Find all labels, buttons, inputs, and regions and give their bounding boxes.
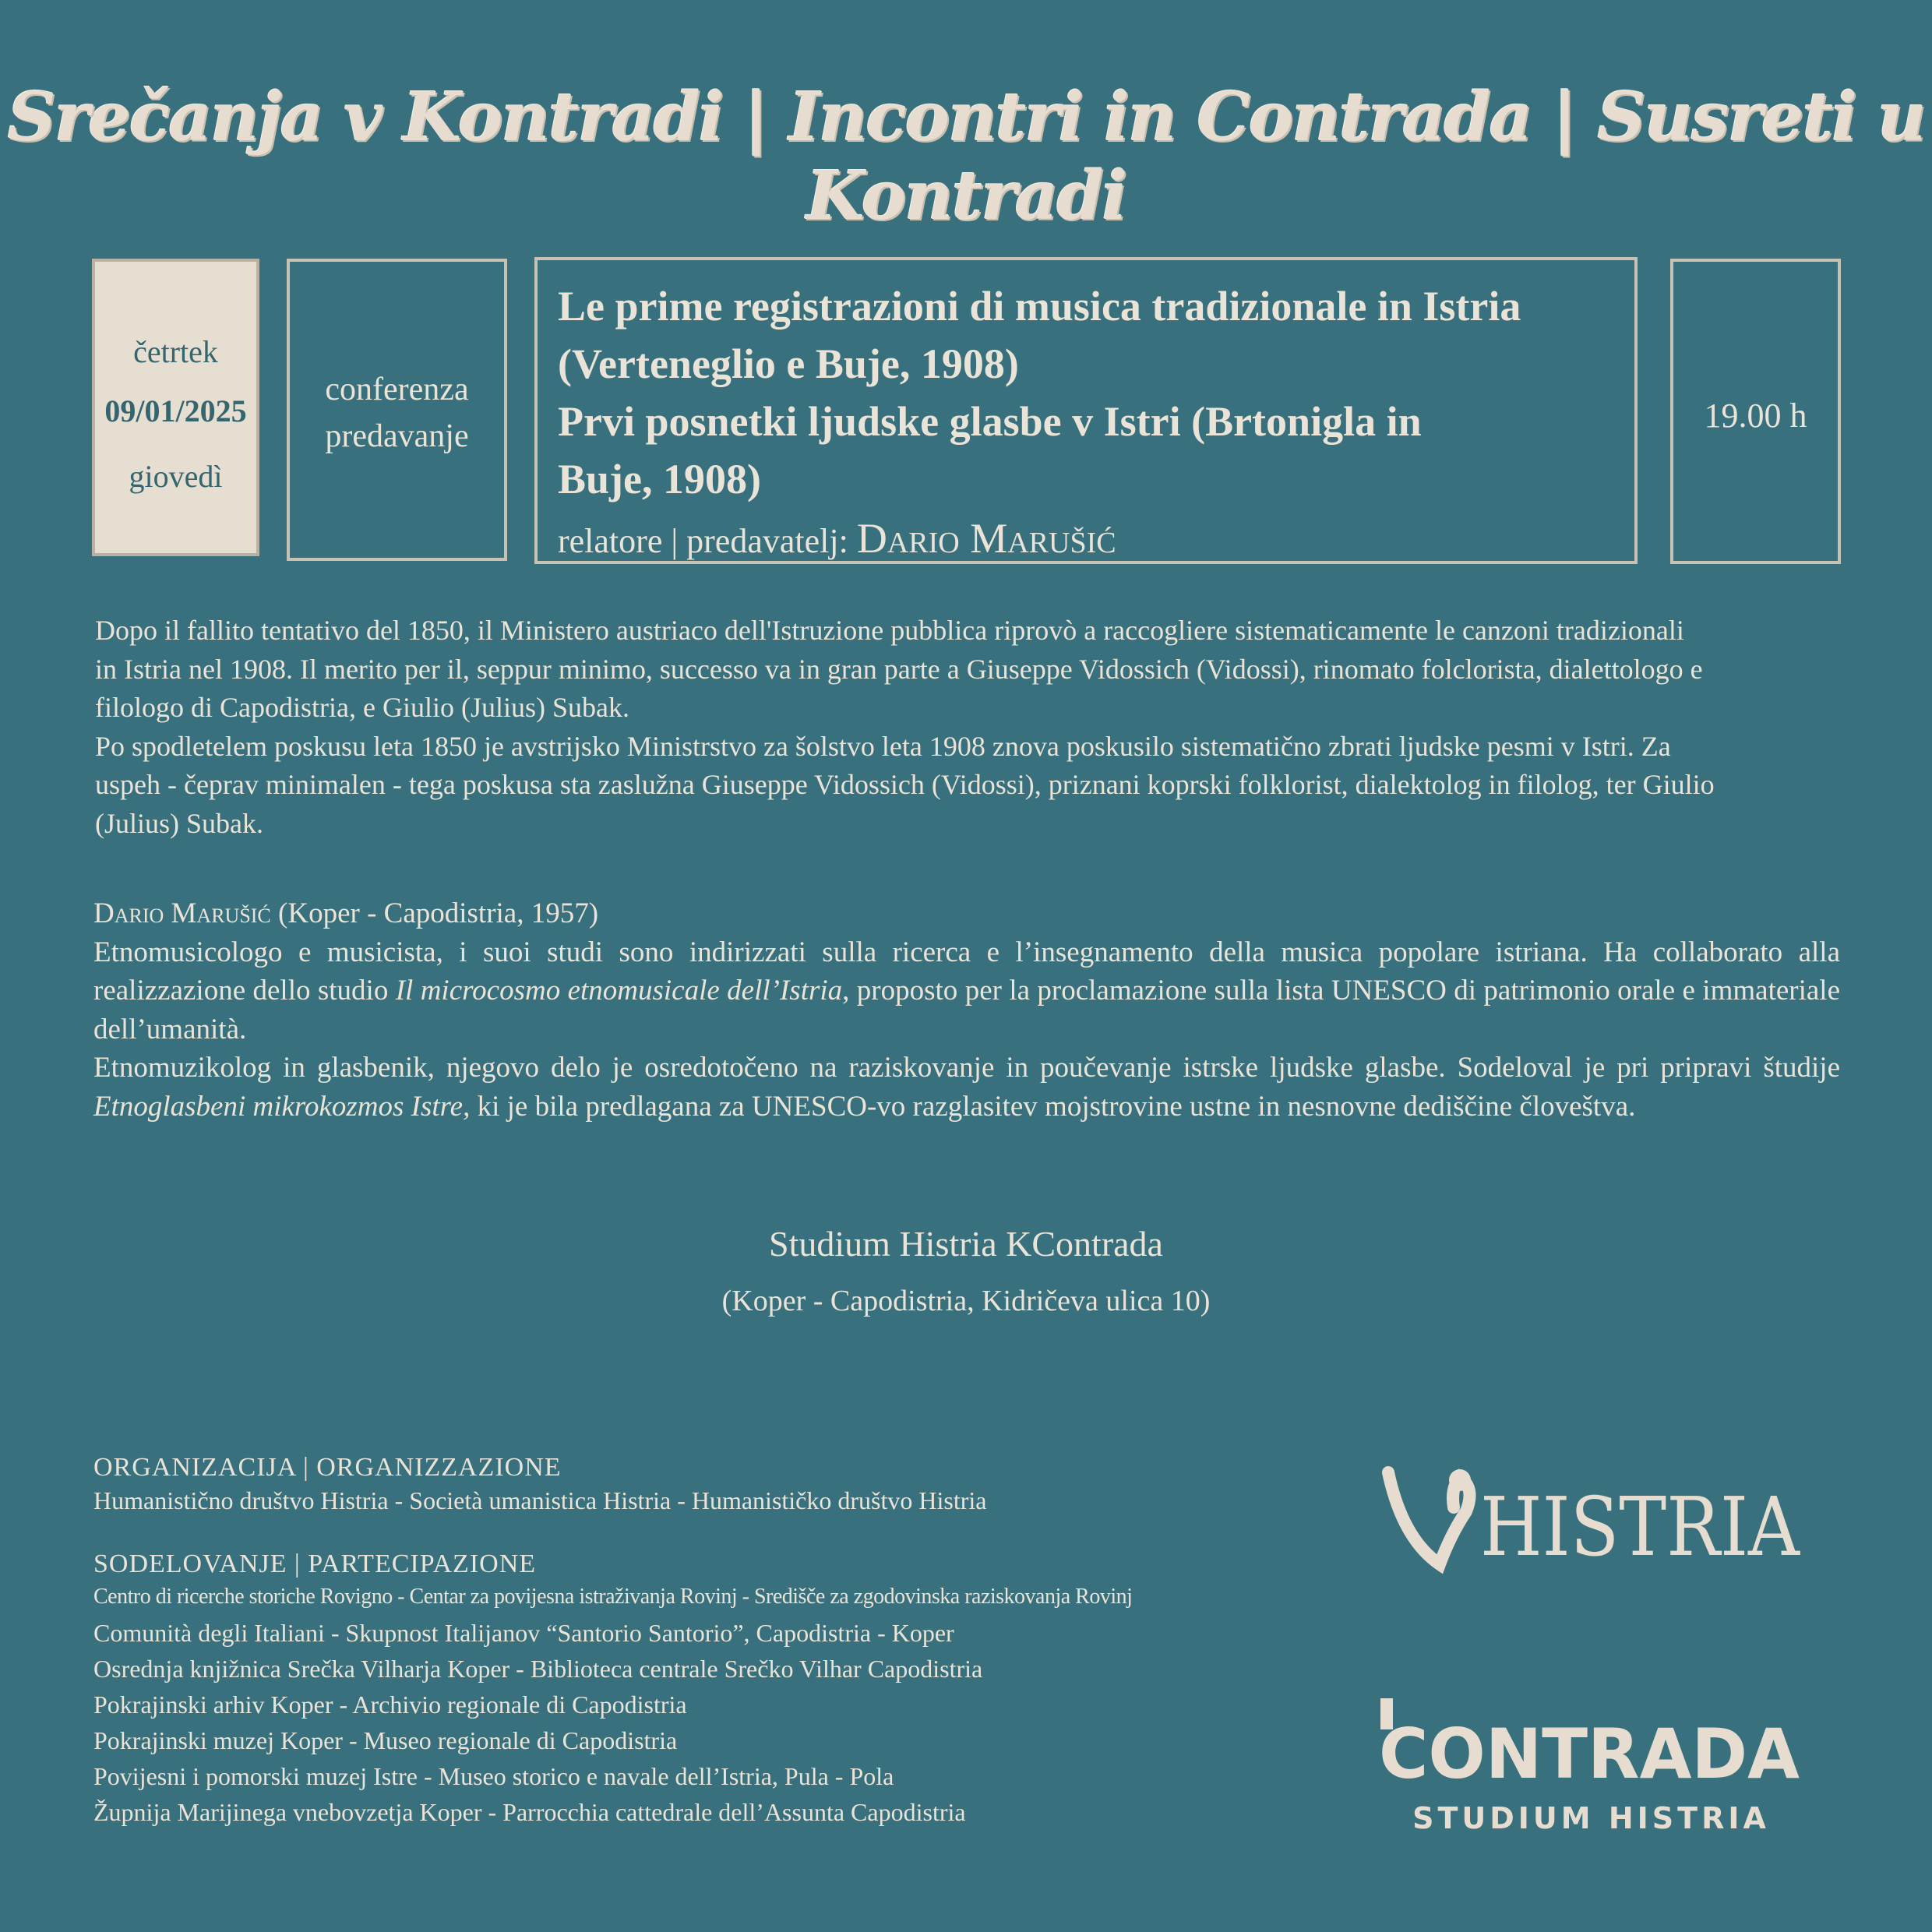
speaker-bio <box>93 894 1840 1126</box>
participation-line: Pokrajinski muzej Koper - Museo regionale di Capodistria <box>93 1726 678 1754</box>
event-type-box <box>287 259 507 561</box>
bio-text: Etnomuzikolog in glasbenik, njegovo delo je osredotočeno na raziskovanje in poučevanje istrske ljudske glasbe. Sodeloval je pri pripravi študije <box>93 1052 1840 1084</box>
bio-study-title: Etnoglasbeni mikrokozmos Istre, <box>93 1090 471 1123</box>
credits <box>93 1453 1309 1830</box>
participation-line: Pokrajinski arhiv Koper - Archivio regionale di Capodistria <box>93 1690 687 1719</box>
event-date: 09/01/2025 <box>104 393 247 428</box>
description-line: Po spodletelem poskusu leta 1850 je avstrijsko Ministrstvo za šolstvo leta 1908 znova poskusilo sistematično zbrati ljudske pesmi v Istri. Za <box>95 730 1671 762</box>
contrada-logo <box>1379 1698 1803 1794</box>
participation-line: Župnija Marijinega vnebovzetja Koper - Parrocchia cattedrale dell’Assunta Capodistria <box>93 1798 966 1826</box>
bio-heading <box>93 894 1840 933</box>
bio-text: Etnomusicologo e musicista, i suoi studi sono indirizzati sulla ricerca e l’insegnamento della musica popolare istriana. Ha collaborato alla realizzazione dello studio <box>93 936 1840 1007</box>
description-line: uspeh - čeprav minimalen - tega poskusa sta zaslužna Giuseppe Vidossich (Vidossi), priznani koprski folklorist, dialektolog in filolog, ter Giulio <box>95 769 1715 800</box>
bio-name: Dario Marušić <box>93 897 271 929</box>
event-title-line: Le prime registrazioni di musica tradizionale in Istria <box>558 283 1521 330</box>
participation-line: Osrednja knjižnica Srečka Vilharja Koper - Biblioteca centrale Srečko Vilhar Capodistria <box>93 1655 983 1683</box>
description-line: (Julius) Subak. <box>95 807 263 839</box>
contrada-logo-text: CONTRADA <box>1379 1714 1800 1794</box>
organization-heading: ORGANIZACIJA | ORGANIZZAZIONE <box>93 1453 562 1482</box>
date-box <box>92 259 259 556</box>
histria-logo <box>1379 1465 1803 1574</box>
description <box>95 612 1840 843</box>
event-title-box <box>534 257 1638 564</box>
studium-histria-logo-text: STUDIUM HISTRIA <box>1412 1801 1770 1835</box>
speaker-line <box>558 514 1616 562</box>
participation-line: Centro di ricerche storiche Rovigno - Centar za povijesna istraživanja Rovinj - Središče za zgodovinska raziskovanja Rovinj <box>93 1585 1133 1609</box>
event-type-italian: conferenza <box>325 372 469 407</box>
day-italian: giovedì <box>129 459 223 494</box>
participation-line: Comunità degli Italiani - Skupnost Italijanov “Santorio Santorio”, Capodistria - Koper <box>93 1619 954 1647</box>
event-title-line: Prvi posnetki ljudske glasbe v Istri (Brtonigla in <box>558 398 1422 445</box>
organization-line: Humanistično društvo Histria - Società umanistica Histria - Humanističko društvo Histria <box>93 1486 987 1514</box>
venue-address: (Koper - Capodistria, Kidričeva ulica 10) <box>721 1285 1211 1317</box>
bio-text: ki je bila predlagana za UNESCO-vo razglasitev mojstrovine ustne in nesnovne dediščine človeštva. <box>470 1090 1636 1123</box>
bio-italian <box>93 933 1840 1049</box>
histria-logo-text: HISTRIA <box>1480 1479 1801 1574</box>
participation-heading: SODELOVANJE | PARTECIPAZIONE <box>93 1549 537 1578</box>
bio-origin: (Koper - Capodistria, 1957) <box>270 897 599 929</box>
time-box <box>1670 259 1841 564</box>
event-title-line: (Verteneglio e Buje, 1908) <box>558 340 1019 387</box>
event-type-slovene: predavanje <box>325 418 469 454</box>
speaker-name: Dario Marušić <box>856 515 1116 562</box>
bio-slovene <box>93 1049 1840 1126</box>
event-time: 19.00 h <box>1704 397 1807 435</box>
event-title-line: Buje, 1908) <box>558 456 761 502</box>
day-slovene: četrtek <box>133 334 218 369</box>
participation-line: Povijesni i pomorski muzej Istre - Museo storico e navale dell’Istria, Pula - Pola <box>93 1762 894 1790</box>
venue-name: Studium Histria KContrada <box>769 1224 1163 1264</box>
description-line: in Istria nel 1908. Il merito per il, seppur minimo, successo va in gran parte a Giuseppe Vidossich (Vidossi), rinomato folclorista, dialettologo e <box>95 653 1703 685</box>
bio-text: , proposto per la proclamazione sulla lista UNESCO di patrimonio orale e immateriale dell’umanità. <box>93 975 1840 1045</box>
description-line: filologo di Capodistria, e Giulio (Julius) Subak. <box>95 692 629 723</box>
bio-study-title: Il microcosmo etnomusicale dell’Istria <box>395 975 843 1007</box>
speaker-label: relatore | predavatelj: <box>558 522 848 560</box>
description-line: Dopo il fallito tentativo del 1850, il Ministero austriaco dell'Istruzione pubblica riprovò a raccogliere sistematicamente le canzoni tradizionali <box>95 615 1684 646</box>
page-title: Srečanja v Kontradi | Incontri in Contrada | Susreti u Kontradi <box>7 78 1925 235</box>
